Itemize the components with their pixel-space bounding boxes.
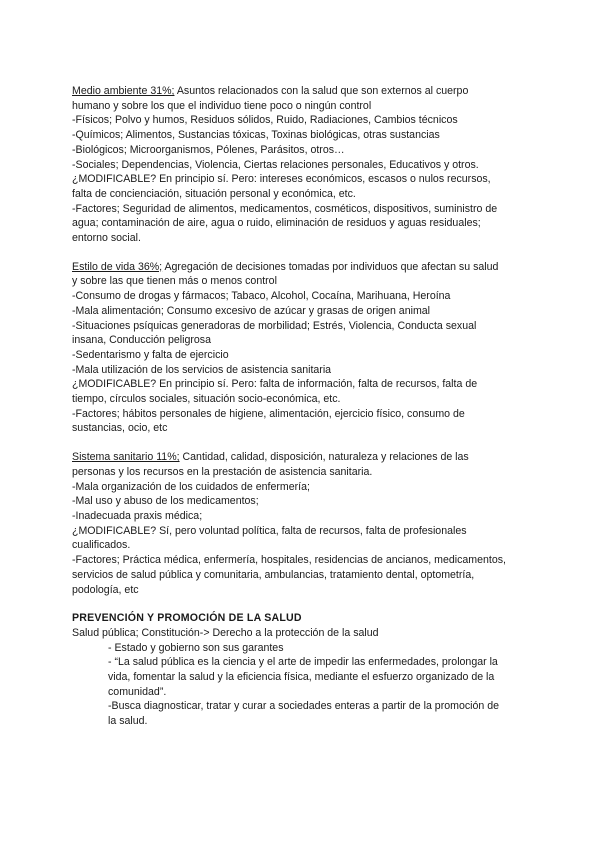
text-line: y sobre las que tienen más o menos control xyxy=(72,275,277,288)
text-line: -Mala organización de los cuidados de enfermería; xyxy=(72,480,310,493)
text-line: ¿MODIFICABLE? En principio sí. Pero: falta de información, falta de recursos, falta de xyxy=(72,378,478,391)
section-title: Medio ambiente 31%; xyxy=(72,85,175,97)
text-line: falta de concienciación, situación personal y económica, etc. xyxy=(72,187,356,200)
text-line: agua; contaminación de aire, agua o ruido, eliminación de residuos y aguas residuales; xyxy=(72,217,481,230)
text-line: personas y los recursos en la prestación de asistencia sanitaria. xyxy=(72,465,373,478)
text-line: entorno social. xyxy=(72,232,141,245)
section-intro: Agregación de decisiones tomadas por individuos que afectan su salud xyxy=(162,260,499,273)
section-title: Estilo de vida 36%; xyxy=(72,260,163,273)
text-line: -Químicos; Alimentos, Sustancias tóxicas, Toxinas biológicas, otras sustancias xyxy=(72,129,440,142)
indented-line: - Estado y gobierno son sus garantes xyxy=(108,641,284,654)
text-line: -Inadecuada praxis médica; xyxy=(72,509,203,522)
text-line: tiempo, círculos sociales, situación socio-económica, etc. xyxy=(72,393,341,406)
text-line: -Biológicos; Microorganismos, Pólenes, Parásitos, otros… xyxy=(72,143,345,156)
text-line: cualificados. xyxy=(72,539,131,552)
section-intro-line xyxy=(72,450,532,465)
text-line: insana, Conducción peligrosa xyxy=(72,334,211,347)
section-title: Sistema sanitario 11%; xyxy=(72,451,180,464)
section-sistema-sanitario xyxy=(72,450,532,597)
text-line: podología, etc xyxy=(72,583,139,596)
section-intro: Cantidad, calidad, disposición, naturaleza y relaciones de las xyxy=(179,451,469,464)
text-line: ¿MODIFICABLE? En principio sí. Pero: intereses económicos, escasos o nulos recursos, xyxy=(72,173,491,186)
text-line: -Consumo de drogas y fármacos; Tabaco, Alcohol, Cocaína, Marihuana, Heroína xyxy=(72,290,451,303)
text-line: -Mala alimentación; Consumo excesivo de azúcar y grasas de origen animal xyxy=(72,304,431,317)
section-intro-line xyxy=(72,260,532,275)
indented-line: - “La salud pública es la ciencia y el arte de impedir las enfermedades, prolongar la xyxy=(108,656,498,669)
text-line: -Situaciones psíquicas generadoras de morbilidad; Estrés, Violencia, Conducta sexual xyxy=(72,319,477,332)
section-estilo-vida xyxy=(72,260,532,436)
text-line: Salud pública; Constitución-> Derecho a la protección de la salud xyxy=(72,626,379,639)
indented-line: vida, fomentar la salud y la eficiencia física, mediante el esfuerzo organizado de la xyxy=(108,671,495,684)
text-line: humano y sobre los que el individuo tiene poco o ningún control xyxy=(72,99,372,112)
text-line: -Sociales; Dependencias, Violencia, Ciertas relaciones personales, Educativos y otros. xyxy=(72,158,479,171)
text-line: -Mal uso y abuso de los medicamentos; xyxy=(72,495,259,508)
text-line: ¿MODIFICABLE? Sí, pero voluntad política, falta de recursos, falta de profesionales xyxy=(72,524,467,537)
text-line: -Factores; Práctica médica, enfermería, hospitales, residencias de ancianos, medicamentos, xyxy=(72,554,506,567)
indented-line: -Busca diagnosticar, tratar y curar a sociedades enteras a partir de la promoción de xyxy=(108,700,499,713)
section-prevencion xyxy=(72,611,532,729)
section-medio-ambiente xyxy=(72,84,532,246)
text-line: -Mala utilización de los servicios de asistencia sanitaria xyxy=(72,363,332,376)
section-heading: PREVENCIÓN Y PROMOCIÓN DE LA SALUD xyxy=(72,612,302,625)
text-line: sustancias, ocio, etc xyxy=(72,422,168,435)
text-line: -Físicos; Polvo y humos, Residuos sólidos, Ruido, Radiaciones, Cambios técnicos xyxy=(72,114,458,127)
section-intro: Asuntos relacionados con la salud que son externos al cuerpo xyxy=(174,85,469,97)
text-line: -Sedentarismo y falta de ejercicio xyxy=(72,348,229,361)
text-line: servicios de salud pública y comunitaria, ambulancias, tratamiento dental, optometría, xyxy=(72,568,475,581)
text-line: -Factores; hábitos personales de higiene, alimentación, ejercicio físico, consumo de xyxy=(72,407,465,420)
document-page xyxy=(72,84,532,743)
text-line: -Factores; Seguridad de alimentos, medicamentos, cosméticos, dispositivos, suministro de xyxy=(72,202,498,215)
section-intro-line xyxy=(72,84,532,99)
indented-line: la salud. xyxy=(108,715,148,728)
indented-line: comunidad”. xyxy=(108,685,167,698)
